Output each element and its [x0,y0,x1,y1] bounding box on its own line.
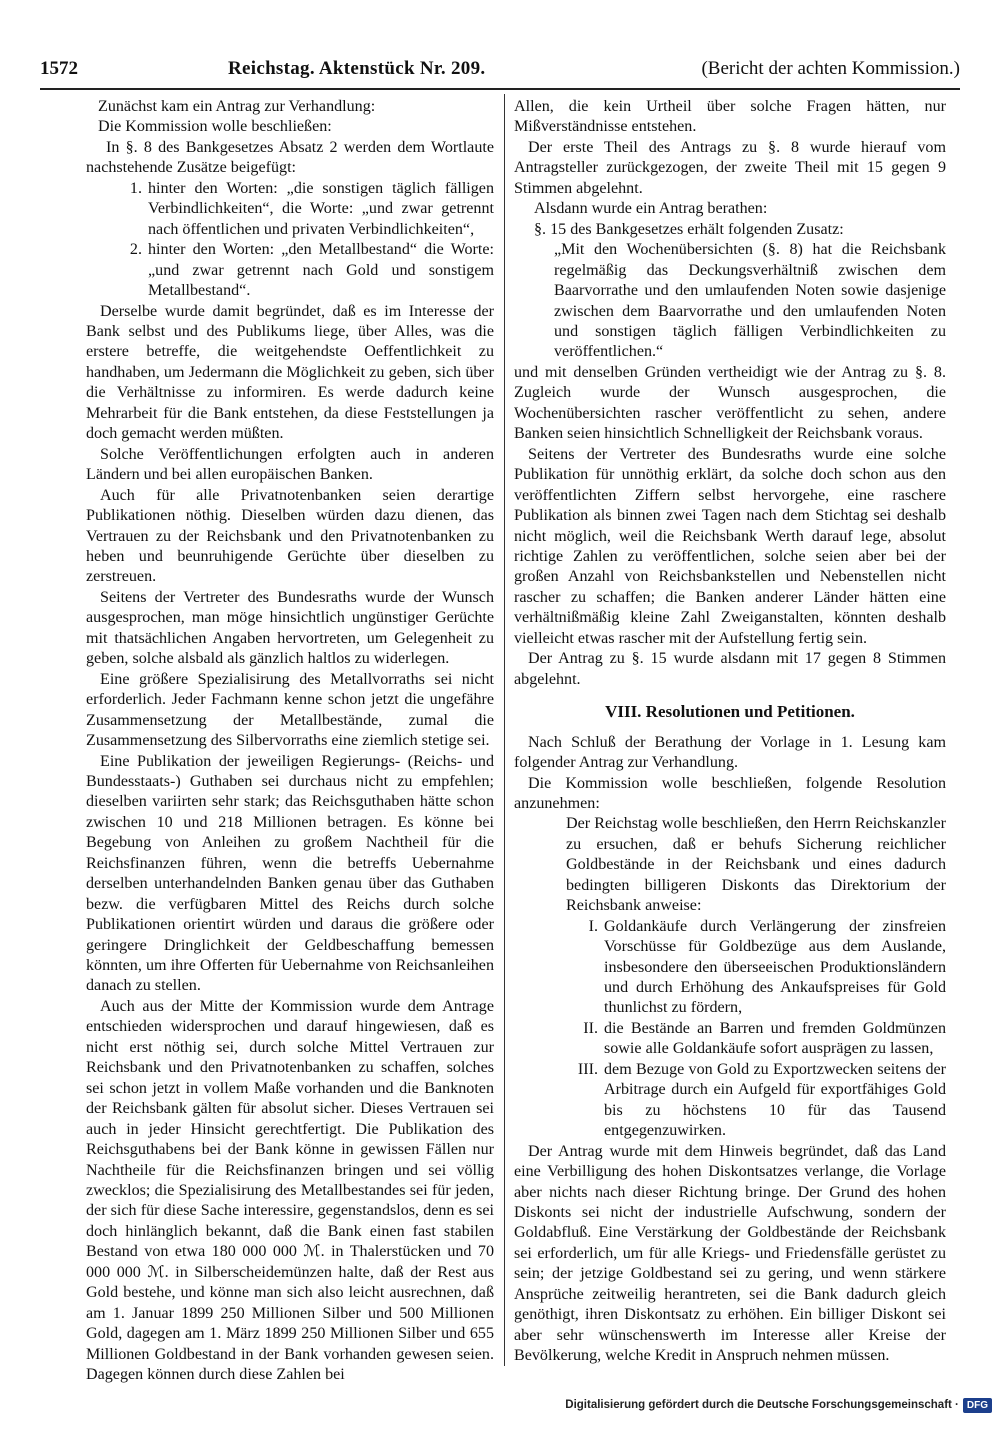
list-item [86,240,494,301]
paragraph: Seitens der Vertreter des Bundesraths wurde eine solche Publikation für unnöthig erklärt, da solche doch schon aus den veröffentlichten Ziffern selbst hervorgehe, eine raschere Publikation als binnen zwei Tagen nach dem Stichtag sei deshalb nicht möglich, weil die Reichsbank Werth darauf lege, absolut richtige Zahlen zu veröffentlichen, solche seien aber bei der großen Anzahl von Reichsbankstellen und Nebenstellen nicht rascher zu schaffen; die Banken anderer Länder hätten eine verhältnißmäßig kleine Zahl Zweiganstalten, könnten deshalb vielleicht etwas rascher mit der Aufstellung fertig sein. [514,445,946,647]
right-column [514,97,946,1367]
list-item-number: II. [583,1019,598,1037]
paragraph: In §. 8 des Bankgesetzes Absatz 2 werden dem Wortlaute nachstehende Zusätze beigefügt: [86,138,494,177]
paragraph: Zunächst kam ein Antrag zur Verhandlung: [98,98,376,115]
paragraph: Eine Publikation der jeweiligen Regierungs- (Reichs- und Bundesstaats-) Guthaben sei durchaus nicht zu empfehlen; dieselben variirten sehr stark; das Reichsguthaben hätte schon zwischen 10 und 218 Millionen betragen. Es könne bei Begebung von Anleihen zu großem Nachtheil für die Reichsfinanzen führen, wenn die betreffs Uebernahme derselben unterhandelnden Banken genau über das Guthaben bezw. die verfügbaren Mittel des Reichs durch solche Publikationen orientirt würden und daraus die größere oder geringere Dringlichkeit der Geldbeschaffung bemessen könnten, um ihre Offerten für Uebernahme von Reichsanleihen danach zu stellen. [86,752,494,995]
paragraph: Solche Veröffentlichungen erfolgten auch in anderen Ländern und bei allen europäischen Banken. [86,445,494,484]
list-item-text: Goldankäufe durch Verlängerung der zinsfreien Vorschüsse für Goldbezüge aus dem Auslande, insbesondere den überseeischen Produktionsländern und durch Erhöhung des Ankaufspreises für Gold thunlichst zu fördern, [604,917,946,1017]
document-title: Reichstag. Aktenstück Nr. 209. [228,58,486,79]
paragraph: Die Kommission wolle beschließen, folgende Resolution anzunehmen: [514,774,946,812]
paragraph: Die Kommission wolle beschließen: [98,118,332,136]
quoted-text: „Mit den Wochenübersichten (§. 8) hat die Reichsbank regelmäßig das Deckungsverhältniß zwischen dem Baarvorrathe und den umlaufenden Noten sowie dasjenige zwischen dem Baarvorrathe und den umlaufenden Noten und sonstigen täglich fälligen Verbindlichkeiten zu veröffentlichen.“ [554,241,946,361]
list-item-text: die Bestände an Barren und fremden Goldmünzen sowie alle Goldankäufe sofort ausprägen zu lassen, [604,1019,946,1058]
dfg-logo: DFG [963,1398,992,1413]
page-header [40,58,960,90]
list-item-text: hinter den Worten: „die sonstigen täglich fälligen Verbindlichkeiten“, die Worte: „und zwar getrennt nach öffentlichen und privaten Verbindlichkeiten“, [148,179,494,238]
list-item-number: 1. [129,179,142,197]
column-divider [504,94,505,1366]
paragraph: Auch für alle Privatnotenbanken seien derartige Publikationen nöthig. Dieselben würden dazu dienen, das Vertrauen zu der Reichsbank und den Privatnotenbanken zu heben und beunruhigende Gerüchte über dieselben zu zerstreuen. [86,486,494,586]
paragraph: Auch aus der Mitte der Kommission wurde dem Antrage entschieden widersprochen und darauf hingewiesen, daß es nicht erst nöthig sei, durch solche Mittel Vertrauen zur Reichsbank und den Privatnotenbanken zu schaffen, solches sei schon jetzt in vollem Maße vorhanden und die Banknoten der Reichsbank gälten für absolut sicher. Dieses Vertrauen sei auch in jeder Hinsicht gerechtfertigt. Die Publikation des Reichsguthabens bei der Bank könne in gewissen Fällen nur Nachtheile für die Reichsfinanzen bringen und sei völlig zwecklos; die Spezialisirung des Metallbestandes sei für jeden, der sich für diese Sache interessire, gegenstandslos, denn es sei doch hinlänglich bekannt, daß die Bank einen fast stabilen Bestand von etwa 180 000 000 ℳ. in Thalerstücken und 70 000 000 ℳ. in Silberscheidemünzen halte, daß der Rest aus Gold bestehe, und könne man sich also leicht ausrechnen, daß am 1. Januar 1899 250 Millionen Silber und 500 Millionen Gold, dagegen am 1. März 1899 250 Millionen Silber und 655 Millionen Goldbestand in der Bank vorhanden gewesen seien. Dagegen können durch diese Zahlen bei [86,997,494,1384]
list-item-number: 2. [129,241,142,259]
resolution-text: Der Reichstag wolle beschließen, den Herrn Reichskanzler zu ersuchen, daß er behufs Sicherung reichlicher Goldbestände in der Reichsbank und eines dadurch bedingten billigeren Diskonts das Direktorium der Reichsbank anweise: [566,815,946,915]
paragraph: Eine größere Spezialisirung des Metallvorraths sei nicht erforderlich. Jeder Fachmann kenne schon jetzt die ungefähre Zusammensetzung der Metallbestände, zumal die Zusammensetzung des Silbervorraths eine ziemlich stetige sei. [86,670,494,750]
list-item-text: dem Bezuge von Gold zu Exportzwecken seitens der Arbitrage durch ein Aufgeld für exportfähiges Gold bis zu höchstens 10 für das Tausend entgegenzuwirken. [604,1060,946,1140]
list-item [514,1019,946,1060]
paragraph: Der Antrag wurde mit dem Hinweis begründet, daß das Land eine Verbilligung des hohen Diskontsatzes verlange, die Vorlage aber nichts nach dieser Richtung bringe. Der Grund des hohen Diskonts sei nicht der industrielle Aufschwung, sondern der Goldabfluß. Eine Verstärkung der Goldbestände der Reichsbank sei erforderlich, um für alle Kriegs- und Friedensfälle gerüstet zu sein; der jetzige Goldbestand sei zu gering, und wenn stärkere Ansprüche zeitweilig herantreten, sei die Bank dadurch gleich genöthigt, ihren Diskontsatz zu erhöhen. Ein billiger Diskont sei aber sehr wünschenswerth im Interesse aller Kreise der Bevölkerung, welche Kredit in Anspruch nehmen müssen. [514,1142,946,1365]
paragraph: Der erste Theil des Antrags zu §. 8 wurde hierauf vom Antragsteller zurückgezogen, der zweite Theil mit 15 gegen 9 Stimmen abgelehnt. [514,138,946,197]
paragraph: Alsdann wurde ein Antrag berathen: [534,200,768,218]
section-title: (Bericht der achten Kommission.) [701,58,960,79]
digitization-credit [565,1394,992,1416]
list-item [514,917,946,1019]
section-heading: VIII. Resolutionen und Petitionen. [605,702,855,722]
credit-text: Digitalisierung gefördert durch die Deutsche Forschungsgemeinschaft · [565,1399,959,1411]
paragraph: §. 15 des Bankgesetzes erhält folgenden Zusatz: [534,220,844,238]
paragraph: Derselbe wurde damit begründet, daß es im Interesse der Bank selbst und des Publikums liege, über Alles, was die erstere betreffe, die weitgehendste Oeffentlichkeit zu handhaben, um Jedermann die Möglichkeit zu geben, sich über die Verhältnisse zu informiren. Es werde dadurch keine Mehrarbeit für die Bank entstehen, da diese Feststellungen ja doch gemacht werden müßten. [86,302,494,443]
list-item [514,1060,946,1142]
list-item-number: III. [577,1060,598,1078]
paragraph: und mit denselben Gründen vertheidigt wie der Antrag zu §. 8. Zugleich wurde der Wunsch ausgesprochen, die Wochenübersichten rascher veröffentlicht zu sehen, andere Banken seien hinsichtlich Schnelligkeit der Reichsbank voraus. [514,363,946,443]
list-item [86,179,494,240]
list-item-number: I. [588,917,598,935]
list-item-text: hinter den Worten: „den Metallbestand“ die Worte: „und zwar getrennt nach Gold und sonstigem Metallbestand“. [148,241,494,300]
paragraph: Allen, die kein Urtheil über solche Fragen hätten, nur Mißverständnisse entstehen. [514,98,946,136]
header-rule [40,88,960,90]
left-column [86,97,494,1386]
paragraph: Nach Schluß der Berathung der Vorlage in 1. Lesung kam folgender Antrag zur Verhandlung. [514,733,946,772]
paragraph: Der Antrag zu §. 15 wurde alsdann mit 17 gegen 8 Stimmen abgelehnt. [514,650,946,688]
page-number: 1572 [40,58,78,79]
paragraph: Seitens der Vertreter des Bundesraths wurde der Wunsch ausgesprochen, man möge hinsichtlich ungünstiger Gerüchte mit thatsächlichen Angaben hervortreten, um Gelegenheit zu geben, solche alsbald als gänzlich haltlos zu widerlegen. [86,588,494,668]
